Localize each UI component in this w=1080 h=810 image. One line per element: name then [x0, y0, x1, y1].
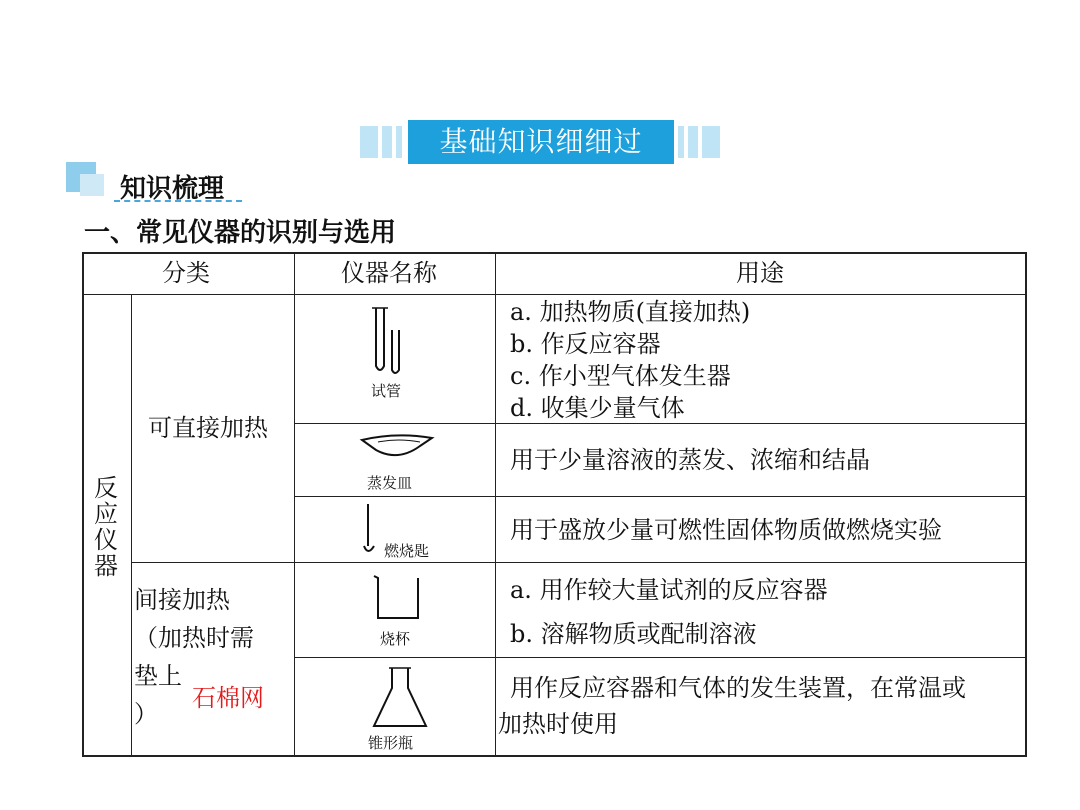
- usage-line: d. 收集少量气体: [510, 394, 685, 422]
- evaporating-dish-icon: [358, 432, 438, 468]
- banner-stripe: [678, 126, 684, 158]
- category-char: 器: [94, 552, 118, 580]
- subcategory-indirect-note: （加热时需: [134, 624, 254, 652]
- category-char: 仪: [94, 526, 118, 554]
- instrument-name: 蒸发皿: [367, 474, 413, 492]
- instrument-name: 燃烧匙: [384, 542, 430, 560]
- usage-line: 用于少量溶液的蒸发、浓缩和结晶: [510, 446, 870, 474]
- header-category: 分类: [162, 259, 210, 287]
- usage-line: b. 作反应容器: [510, 330, 661, 358]
- instrument-table: [82, 252, 1027, 757]
- subcategory-indirect-note: ）: [134, 700, 158, 728]
- section-banner: [360, 120, 720, 164]
- banner-stripe: [702, 126, 720, 158]
- usage-line: 用于盛放少量可燃性固体物质做燃烧实验: [510, 516, 942, 544]
- header-instrument-name: 仪器名称: [341, 259, 437, 287]
- section-title: 知识梳理: [120, 174, 225, 204]
- section-marker-icon: [66, 162, 106, 196]
- header-usage: 用途: [736, 259, 784, 287]
- test-tube-icon: [364, 304, 414, 384]
- page-heading: 一、常见仪器的识别与选用: [84, 218, 397, 248]
- usage-line: a. 用作较大量试剂的反应容器: [510, 576, 828, 604]
- instrument-name: 烧杯: [380, 630, 411, 648]
- banner-stripe: [688, 126, 698, 158]
- combustion-spoon-icon: [362, 502, 382, 558]
- banner-title: 基础知识细细过: [408, 120, 674, 164]
- subcategory-indirect-note: 垫上: [134, 662, 182, 690]
- subcategory-indirect-heat: 间接加热: [134, 586, 230, 614]
- beaker-icon: [372, 574, 422, 622]
- usage-line: a. 加热物质(直接加热): [510, 298, 751, 326]
- banner-stripe: [360, 126, 378, 158]
- instrument-name: 锥形瓶: [368, 734, 414, 752]
- banner-stripe: [396, 126, 402, 158]
- usage-line: b. 溶解物质或配制溶液: [510, 620, 757, 648]
- answer-fill: 石棉网: [192, 684, 264, 712]
- category-char: 反: [94, 474, 118, 502]
- section-underline: [114, 200, 242, 202]
- usage-line: 用作反应容器和气体的发生装置，在常温或: [510, 674, 966, 702]
- usage-line: c. 作小型气体发生器: [510, 362, 731, 390]
- category-char: 应: [94, 500, 118, 528]
- instrument-name: 试管: [371, 382, 402, 400]
- subcategory-direct-heat: 可直接加热: [148, 414, 268, 442]
- usage-line: 加热时使用: [498, 710, 618, 738]
- conical-flask-icon: [370, 664, 430, 734]
- banner-stripe: [382, 126, 392, 158]
